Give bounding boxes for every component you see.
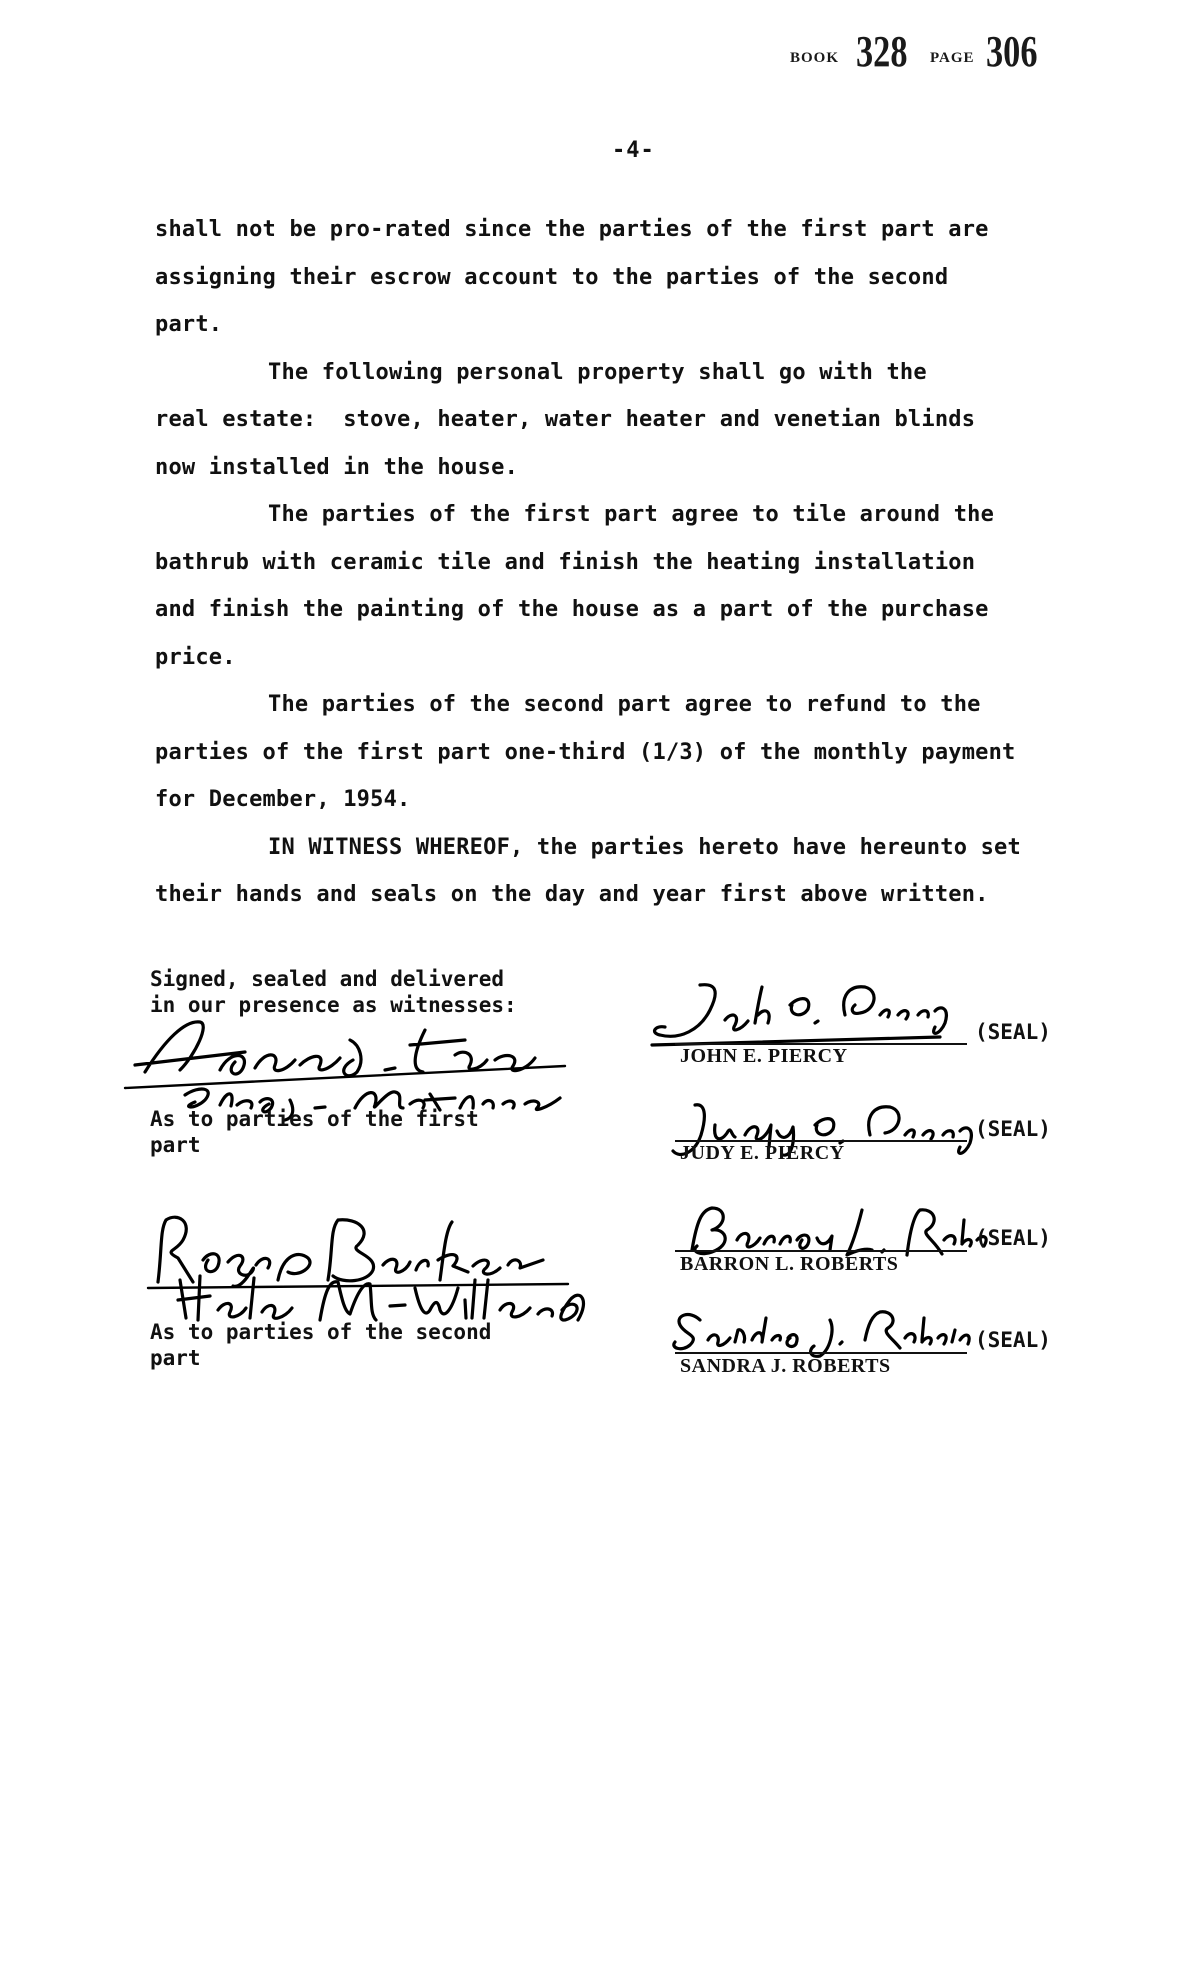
seal-label: (SEAL) <box>975 1226 1051 1250</box>
body-line: The parties of the first part agree to tile around the <box>268 502 995 527</box>
body-line: part. <box>155 312 223 337</box>
typed-name-sandra-roberts: SANDRA J. ROBERTS <box>680 1355 891 1377</box>
typed-name-barron-roberts: BARRON L. ROBERTS <box>680 1253 899 1275</box>
body-line: The parties of the second part agree to refund to the <box>268 692 981 717</box>
agreement-body <box>155 206 1085 919</box>
body-line: shall not be pro-rated since the parties of the first part are <box>155 217 989 242</box>
first-party-witness-caption: As to parties of the first part <box>150 1107 479 1157</box>
body-line: price. <box>155 644 236 670</box>
signature-sandra-roberts <box>660 1300 980 1360</box>
book-page-stamp <box>790 26 1050 86</box>
signature-line-barron-roberts <box>675 1250 967 1252</box>
body-line: The following personal property shall go with the <box>268 359 927 385</box>
page-label: PAGE <box>930 50 975 66</box>
witness-signature-grace-bate <box>125 1010 565 1090</box>
typed-name-judy-piercy: JUDY E. PIERCY <box>680 1142 845 1164</box>
second-party-witness-caption: As to parties of the second part <box>150 1320 492 1370</box>
witness-heading-line: in our presence as witnesses: <box>150 993 517 1017</box>
seal-label: (SEAL) <box>975 1117 1051 1141</box>
typed-name-john-piercy: JOHN E. PIERCY <box>680 1045 848 1067</box>
body-line: real estate: stove, heater, water heater and venetian blinds <box>155 407 976 432</box>
book-label: BOOK <box>790 50 840 66</box>
seal-label: (SEAL) <box>975 1020 1051 1044</box>
body-line: for December, 1954. <box>155 787 411 812</box>
body-line: IN WITNESS WHEREOF, the parties hereto have hereunto set <box>268 834 1021 860</box>
body-line: parties of the first part one-third (1/3) of the monthly payment <box>155 739 1016 765</box>
book-number: 328 <box>856 27 908 76</box>
witness-heading-line: Signed, sealed and delivered <box>150 967 505 991</box>
body-line: their hands and seals on the day and year first above written. <box>155 882 989 907</box>
body-line: now installed in the house. <box>155 454 519 480</box>
signature-line-sandra-roberts <box>675 1352 967 1354</box>
body-line: and finish the painting of the house as a part of the purchase <box>155 597 989 622</box>
body-line: bathrub with ceramic tile and finish the heating installation <box>155 549 976 575</box>
body-line: assigning their escrow account to the parties of the second <box>155 264 949 290</box>
page-reference: 306 <box>986 27 1038 76</box>
page-number: -4- <box>612 138 655 163</box>
seal-label: (SEAL) <box>975 1328 1051 1352</box>
